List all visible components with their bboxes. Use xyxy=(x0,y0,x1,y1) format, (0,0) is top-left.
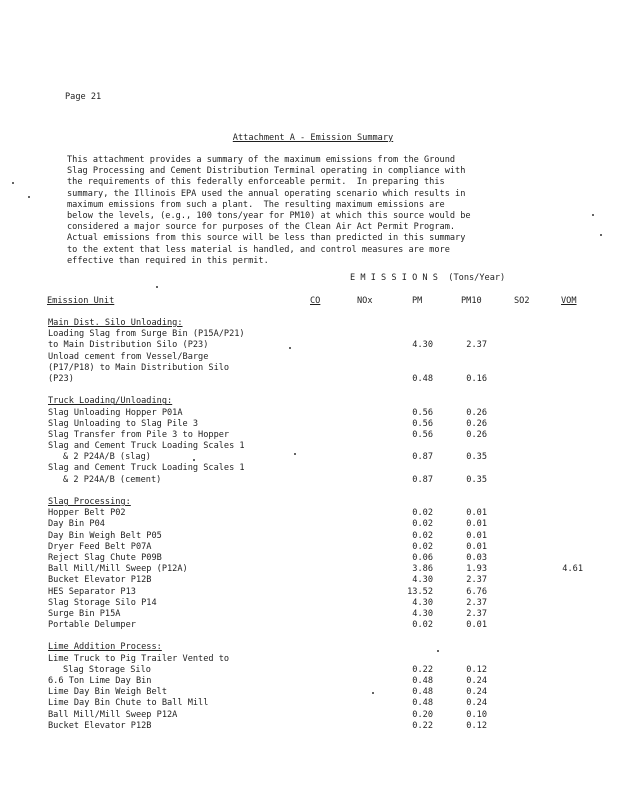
pm10-value: 0.26 xyxy=(466,407,487,418)
pm10-value: 0.24 xyxy=(466,687,487,698)
intro-line: Actual emissions from this source will be less than predicted in this summary xyxy=(67,233,466,244)
table-row xyxy=(0,408,618,419)
emission-unit-name: Lime Day Bin Chute to Ball Mill xyxy=(48,698,209,709)
table-row xyxy=(0,441,618,452)
pm10-value: 0.35 xyxy=(466,452,487,463)
col-header-so2: SO2 xyxy=(514,296,530,306)
pm-value: 0.22 xyxy=(412,720,433,731)
scan-speck xyxy=(156,286,158,288)
table-row xyxy=(0,419,618,430)
intro-line: below the levels, (e.g., 100 tons/year for PM10) at which this source would be xyxy=(67,211,471,222)
emission-unit-name: & 2 P24A/B (cement) xyxy=(63,474,162,485)
emission-unit-name: Unload cement from Vessel/Barge xyxy=(48,351,209,362)
pm10-value: 2.37 xyxy=(466,608,487,619)
section-title: Slag Processing: xyxy=(48,497,131,507)
scan-speck xyxy=(600,234,602,236)
table-row xyxy=(0,553,618,564)
pm10-value: 0.24 xyxy=(466,698,487,709)
table-row xyxy=(0,542,618,553)
pm10-value: 6.76 xyxy=(466,586,487,597)
table-row xyxy=(0,329,618,340)
emission-unit-name: Day Bin P04 xyxy=(48,519,105,530)
attachment-title: Attachment A - Emission Summary xyxy=(232,133,394,143)
pm10-value: 0.01 xyxy=(466,519,487,530)
table-row xyxy=(0,452,618,463)
emission-unit-name: Slag and Cement Truck Loading Scales 1 xyxy=(48,441,245,452)
pm-value: 4.30 xyxy=(412,608,433,619)
emission-unit-name: Slag Storage Silo xyxy=(63,664,151,675)
col-header-co: CO xyxy=(310,296,321,306)
table-row xyxy=(0,620,618,631)
pm10-value: 2.37 xyxy=(466,597,487,608)
pm10-value: 0.24 xyxy=(466,676,487,686)
pm-value: 0.06 xyxy=(412,552,433,563)
section-title: Lime Addition Process: xyxy=(48,642,162,653)
col-header-pm10: PM10 xyxy=(461,296,482,306)
col-header-pm: PM xyxy=(412,296,423,306)
table-row xyxy=(0,665,618,676)
intro-line: effective than required in this permit. xyxy=(67,255,269,266)
table-row xyxy=(0,508,618,519)
table-row xyxy=(0,698,618,709)
table-section xyxy=(0,396,618,486)
pm10-value: 0.12 xyxy=(466,664,487,675)
pm-value: 0.87 xyxy=(412,452,433,463)
pm-value: 0.02 xyxy=(412,620,433,631)
emission-unit-name: Lime Truck to Pig Trailer Vented to xyxy=(48,653,230,664)
pm-value: 3.86 xyxy=(412,564,433,575)
emission-unit-name: Lime Day Bin Weigh Belt xyxy=(48,687,167,698)
pm10-value: 0.01 xyxy=(466,508,487,519)
emission-unit-name: HES Separator P13 xyxy=(48,586,136,597)
emission-unit-name: to Main Distribution Silo (P23) xyxy=(48,340,209,351)
emissions-heading: E M I S S I O N S (Tons/Year) xyxy=(350,273,506,283)
scan-speck xyxy=(437,650,439,652)
emission-unit-name: Slag Transfer from Pile 3 to Hopper xyxy=(48,429,230,440)
pm-value: 0.20 xyxy=(412,709,433,720)
pm-value: 0.56 xyxy=(412,429,433,440)
intro-line: summary, the Illinois EPA used the annual operating scenario which results in xyxy=(67,188,466,199)
emission-unit-name: Dryer Feed Belt P07A xyxy=(48,541,152,552)
table-section xyxy=(0,642,618,732)
scan-speck xyxy=(289,347,291,349)
pm-value: 4.30 xyxy=(412,575,433,586)
pm-value: 0.48 xyxy=(412,698,433,709)
table-row xyxy=(0,430,618,441)
intro-line: maximum emissions from such a plant. The resulting maximum emissions are xyxy=(67,199,445,210)
emission-unit-name: Portable Delumper xyxy=(48,620,136,631)
emission-unit-name: (P23) xyxy=(48,373,74,384)
pm-value: 0.02 xyxy=(412,541,433,552)
table-row xyxy=(0,519,618,530)
pm-value: 4.30 xyxy=(412,340,433,351)
table-row xyxy=(0,374,618,385)
pm-value: 0.48 xyxy=(412,676,433,686)
pm-value: 0.48 xyxy=(412,687,433,698)
emission-unit-name: Loading Slag from Surge Bin (P15A/P21) xyxy=(48,329,245,340)
emission-unit-name: Surge Bin P15A xyxy=(48,608,121,619)
intro-line: considered a major source for purposes of the Clean Air Act Permit Program. xyxy=(67,222,456,233)
emission-unit-name: & 2 P24A/B (slag) xyxy=(63,452,151,463)
table-row xyxy=(0,564,618,575)
pm10-value: 0.26 xyxy=(466,418,487,429)
table-row xyxy=(0,598,618,609)
pm10-value: 0.10 xyxy=(466,709,487,720)
emission-unit-name: Slag Storage Silo P14 xyxy=(48,597,157,608)
table-row xyxy=(0,587,618,598)
table-row xyxy=(0,475,618,486)
pm10-value: 0.12 xyxy=(466,720,487,731)
pm-value: 0.56 xyxy=(412,418,433,429)
pm10-value: 1.93 xyxy=(466,564,487,575)
table-section xyxy=(0,318,618,385)
emission-unit-name: Ball Mill/Mill Sweep (P12A) xyxy=(48,564,188,575)
col-header-nox: NOx xyxy=(357,296,373,306)
emission-unit-name: Slag Unloading Hopper P01A xyxy=(48,407,183,418)
emission-unit-name: Reject Slag Chute P09B xyxy=(48,552,162,563)
intro-line: the requirements of this federally enforceable permit. In preparing this xyxy=(67,177,445,188)
pm-value: 0.22 xyxy=(412,664,433,675)
table-row xyxy=(0,710,618,721)
pm10-value: 2.37 xyxy=(466,575,487,586)
table-row xyxy=(0,687,618,698)
pm-value: 0.02 xyxy=(412,508,433,519)
emission-unit-name: (P17/P18) to Main Distribution Silo xyxy=(48,362,230,373)
emission-unit-name: Bucket Elevator P12B xyxy=(48,720,152,731)
pm10-value: 0.01 xyxy=(466,541,487,552)
scan-speck xyxy=(12,182,14,184)
pm-value: 0.48 xyxy=(412,373,433,384)
table-row xyxy=(0,463,618,474)
table-row xyxy=(0,676,618,687)
emission-unit-name: Ball Mill/Mill Sweep P12A xyxy=(48,709,178,720)
intro-paragraph xyxy=(67,155,567,267)
intro-line: Slag Processing and Cement Distribution Terminal operating in compliance with xyxy=(67,166,466,177)
emission-table xyxy=(0,318,618,743)
table-row xyxy=(0,340,618,351)
page-number: Page 21 xyxy=(65,92,102,102)
scan-speck xyxy=(372,692,374,694)
table-row xyxy=(0,575,618,586)
pm-value: 4.30 xyxy=(412,597,433,608)
table-row xyxy=(0,352,618,363)
emission-unit-name: Day Bin Weigh Belt P05 xyxy=(48,530,162,541)
pm10-value: 0.03 xyxy=(466,552,487,563)
table-section xyxy=(0,497,618,631)
emission-unit-name: 6.6 Ton Lime Day Bin xyxy=(48,676,152,686)
column-header-row xyxy=(0,296,618,308)
pm10-value: 0.16 xyxy=(466,373,487,384)
scan-speck xyxy=(294,453,296,455)
intro-line: This attachment provides a summary of the maximum emissions from the Ground xyxy=(67,155,456,165)
table-row xyxy=(0,531,618,542)
scan-speck xyxy=(592,214,594,216)
scan-speck xyxy=(193,459,195,461)
vom-value: 4.61 xyxy=(562,564,583,575)
pm-value: 0.02 xyxy=(412,519,433,530)
pm-value: 0.56 xyxy=(412,407,433,418)
pm10-value: 0.01 xyxy=(466,530,487,541)
emission-unit-name: Hopper Belt P02 xyxy=(48,508,126,519)
emission-unit-name: Bucket Elevator P12B xyxy=(48,575,152,586)
scan-speck xyxy=(28,196,30,198)
pm10-value: 0.01 xyxy=(466,620,487,631)
pm10-value: 0.26 xyxy=(466,429,487,440)
table-row xyxy=(0,721,618,732)
pm-value: 0.02 xyxy=(412,530,433,541)
pm10-value: 0.35 xyxy=(466,474,487,485)
emission-unit-name: Slag and Cement Truck Loading Scales 1 xyxy=(48,463,245,474)
col-header-vom: VOM xyxy=(561,296,577,306)
table-row xyxy=(0,609,618,620)
section-title: Main Dist. Silo Unloading: xyxy=(48,318,183,328)
table-row xyxy=(0,654,618,665)
emission-unit-name: Slag Unloading to Slag Pile 3 xyxy=(48,418,199,429)
col-header-unit: Emission Unit xyxy=(47,296,115,306)
pm-value: 0.87 xyxy=(412,474,433,485)
pm10-value: 2.37 xyxy=(466,340,487,351)
table-row xyxy=(0,363,618,374)
pm-value: 13.52 xyxy=(407,586,433,597)
section-title: Truck Loading/Unloading: xyxy=(48,396,173,407)
intro-line: to the extent that less material is handled, and control measures are more xyxy=(67,244,450,255)
